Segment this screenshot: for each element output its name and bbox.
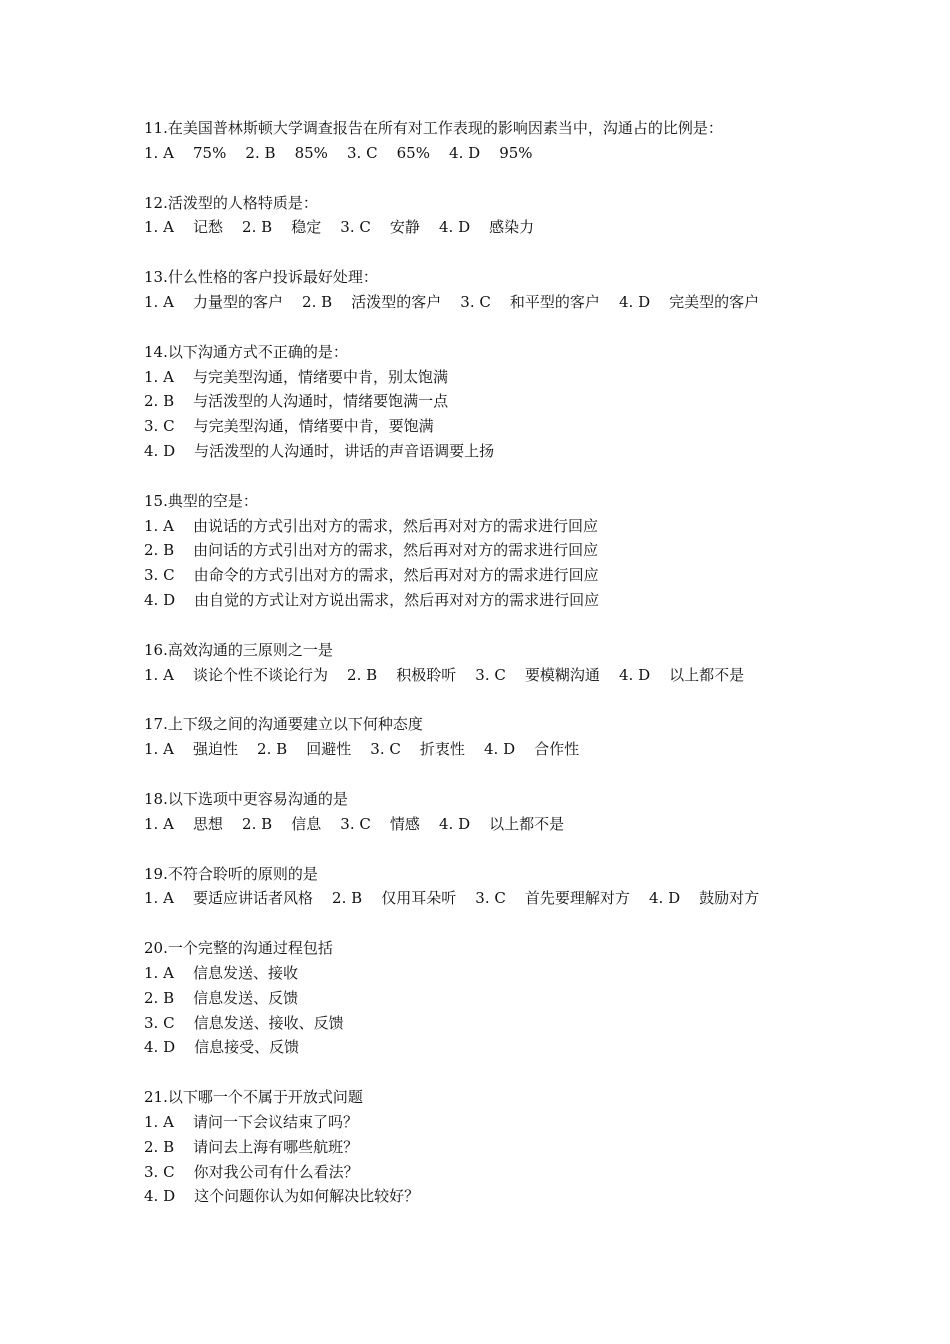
question-title: 13.什么性格的客户投诉最好处理： <box>144 268 378 287</box>
question-14 <box>144 340 844 464</box>
question-title: 19.不符合聆听的原则的是 <box>144 864 318 883</box>
question-17 <box>144 712 844 762</box>
question-title: 15.典型的空是： <box>144 491 258 510</box>
question-19 <box>144 862 844 912</box>
question-options: 1. A 思想 2. B 信息 3. C 情感 4. D 以上都不是 <box>144 814 565 833</box>
question-title: 21.以下哪一个不属于开放式问题 <box>144 1088 363 1107</box>
question-title: 12.活泼型的人格特质是： <box>144 193 318 212</box>
option-b: 2. B 请问去上海有哪些航班？ <box>144 1137 359 1156</box>
option-b: 2. B 与活泼型的人沟通时，情绪要饱满一点 <box>144 392 449 411</box>
option-a: 1. A 请问一下会议结束了吗？ <box>144 1112 358 1131</box>
question-options: 1. A 谈论个性不谈论行为 2. B 积极聆听 3. C 要模糊沟通 4. D 以上都不是 <box>144 665 745 684</box>
option-c: 3. C 与完美型沟通，情绪要中肯，要饱满 <box>144 417 434 436</box>
option-d: 4. D 由自觉的方式让对方说出需求，然后再对对方的需求进行回应 <box>144 590 600 609</box>
question-title: 17.上下级之间的沟通要建立以下何种态度 <box>144 715 423 734</box>
question-12 <box>144 191 844 241</box>
question-11 <box>144 116 844 166</box>
question-13 <box>144 265 844 315</box>
option-a: 1. A 信息发送、接收 <box>144 963 298 982</box>
question-title: 16.高效沟通的三原则之一是 <box>144 640 333 659</box>
option-a: 1. A 由说话的方式引出对方的需求，然后再对对方的需求进行回应 <box>144 516 598 535</box>
option-b: 2. B 由问话的方式引出对方的需求，然后再对对方的需求进行回应 <box>144 541 599 560</box>
question-21 <box>144 1085 844 1209</box>
question-options: 1. A 力量型的客户 2. B 活泼型的客户 3. C 和平型的客户 4. D 完美型的客户 <box>144 292 760 311</box>
option-c: 3. C 你对我公司有什么看法？ <box>144 1162 359 1181</box>
option-d: 4. D 信息接受、反馈 <box>144 1038 300 1057</box>
question-20 <box>144 936 844 1060</box>
question-18 <box>144 787 844 837</box>
option-d: 4. D 这个问题你认为如何解决比较好？ <box>144 1187 420 1206</box>
question-options: 1. A 强迫性 2. B 回避性 3. C 折衷性 4. D 合作性 <box>144 740 580 759</box>
question-options: 1. A 75% 2. B 85% 3. C 65% 4. D 95% <box>144 143 533 162</box>
quiz-document <box>144 116 844 1234</box>
option-a: 1. A 与完美型沟通，情绪要中肯，别太饱满 <box>144 367 448 386</box>
option-b: 2. B 信息发送、反馈 <box>144 988 299 1007</box>
question-16 <box>144 638 844 688</box>
question-options: 1. A 要适应讲话者风格 2. B 仅用耳朵听 3. C 首先要理解对方 4. D 鼓励对方 <box>144 889 760 908</box>
question-15 <box>144 489 844 613</box>
question-title: 11.在美国普林斯顿大学调查报告在所有对工作表现的影响因素当中，沟通占的比例是： <box>144 119 723 137</box>
question-title: 18.以下选项中更容易沟通的是 <box>144 789 348 808</box>
option-c: 3. C 信息发送、接收、反馈 <box>144 1013 344 1032</box>
question-options: 1. A 记愁 2. B 稳定 3. C 安静 4. D 感染力 <box>144 218 535 237</box>
option-c: 3. C 由命令的方式引出对方的需求，然后再对对方的需求进行回应 <box>144 566 599 585</box>
option-d: 4. D 与活泼型的人沟通时，讲话的声音语调要上扬 <box>144 441 495 460</box>
question-title: 14.以下沟通方式不正确的是： <box>144 342 348 361</box>
question-title: 20.一个完整的沟通过程包括 <box>144 939 333 958</box>
